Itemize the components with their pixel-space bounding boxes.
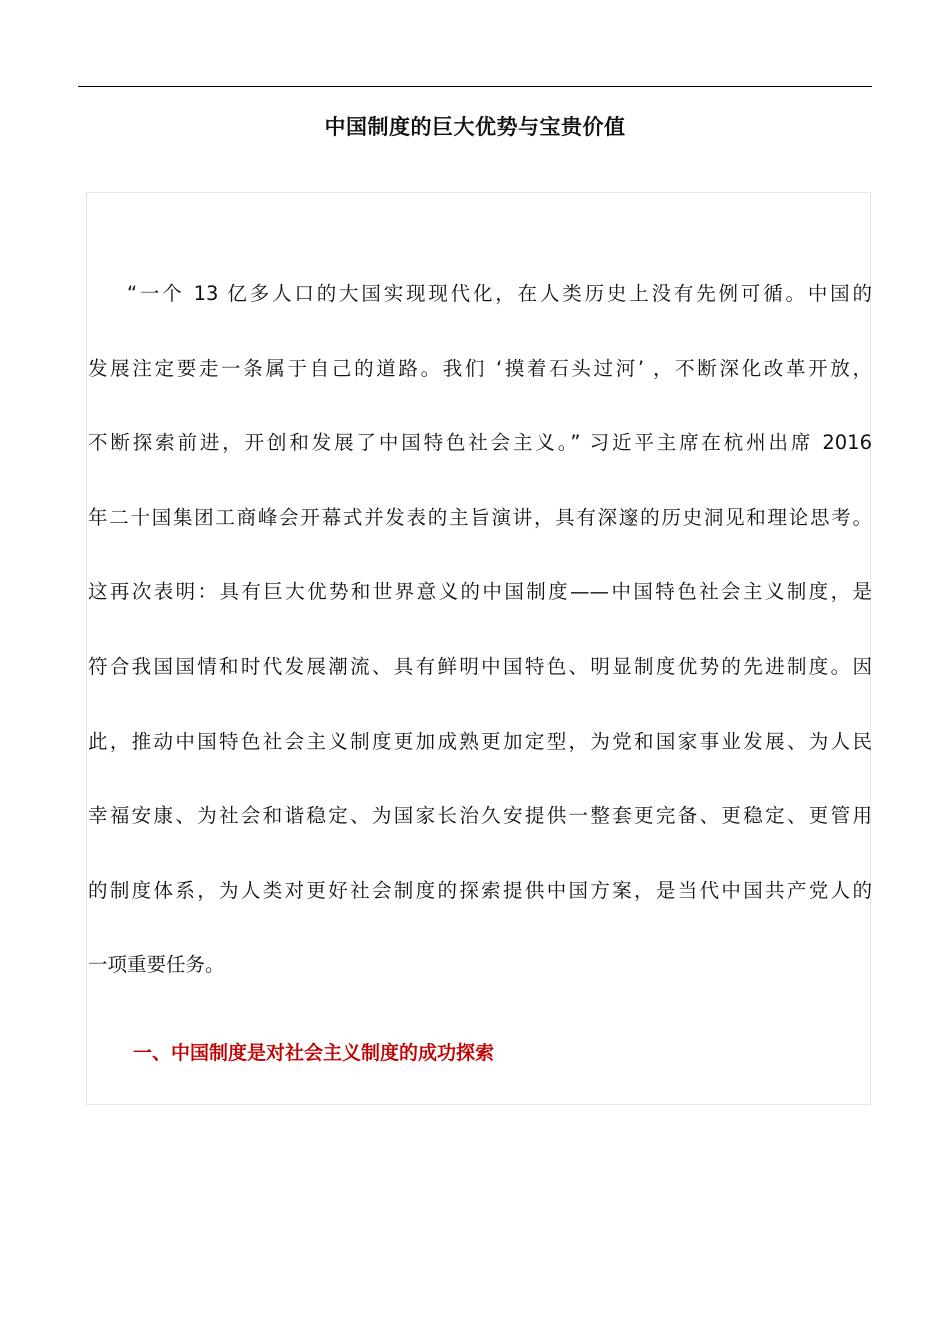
paragraph-line: 一项重要任务。 xyxy=(88,953,225,977)
paragraph-line: “一个 13 亿多人口的大国实现现代化，在人类历史上没有先例可循。中国的 xyxy=(127,282,872,305)
paragraph-line: 不断探索前进，开创和发展了中国特色社会主义。” 习近平主席在杭州出席 2016 xyxy=(88,431,872,455)
paragraph-line: 年二十国集团工商峰会开幕式并发表的主旨演讲，具有深邃的历史洞见和理论思考。 xyxy=(88,505,872,529)
paragraph-line: 符合我国国情和时代发展潮流、具有鲜明中国特色、明显制度优势的先进制度。因 xyxy=(88,654,872,678)
paragraph-line: 此，推动中国特色社会主义制度更加成熟更加定型，为党和国家事业发展、为人民 xyxy=(88,729,872,753)
paragraph-line: 的制度体系，为人类对更好社会制度的探索提供中国方案，是当代中国共产党人的 xyxy=(88,878,872,902)
paragraph-line: 这再次表明：具有巨大优势和世界意义的中国制度——中国特色社会主义制度，是 xyxy=(88,580,872,604)
document-title: 中国制度的巨大优势与宝贵价值 xyxy=(324,115,626,139)
body-paragraph xyxy=(88,274,872,1020)
paragraph-line: 发展注定要走一条属于自己的道路。我们 ‘摸着石头过河’ ，不断深化改革开放， xyxy=(88,356,872,380)
header-rule xyxy=(78,86,872,87)
paragraph-line: 幸福安康、为社会和谐稳定、为国家长治久安提供一整套更完备、更稳定、更管用 xyxy=(88,804,872,828)
section-heading: 一、中国制度是对社会主义制度的成功探索 xyxy=(133,1042,495,1064)
